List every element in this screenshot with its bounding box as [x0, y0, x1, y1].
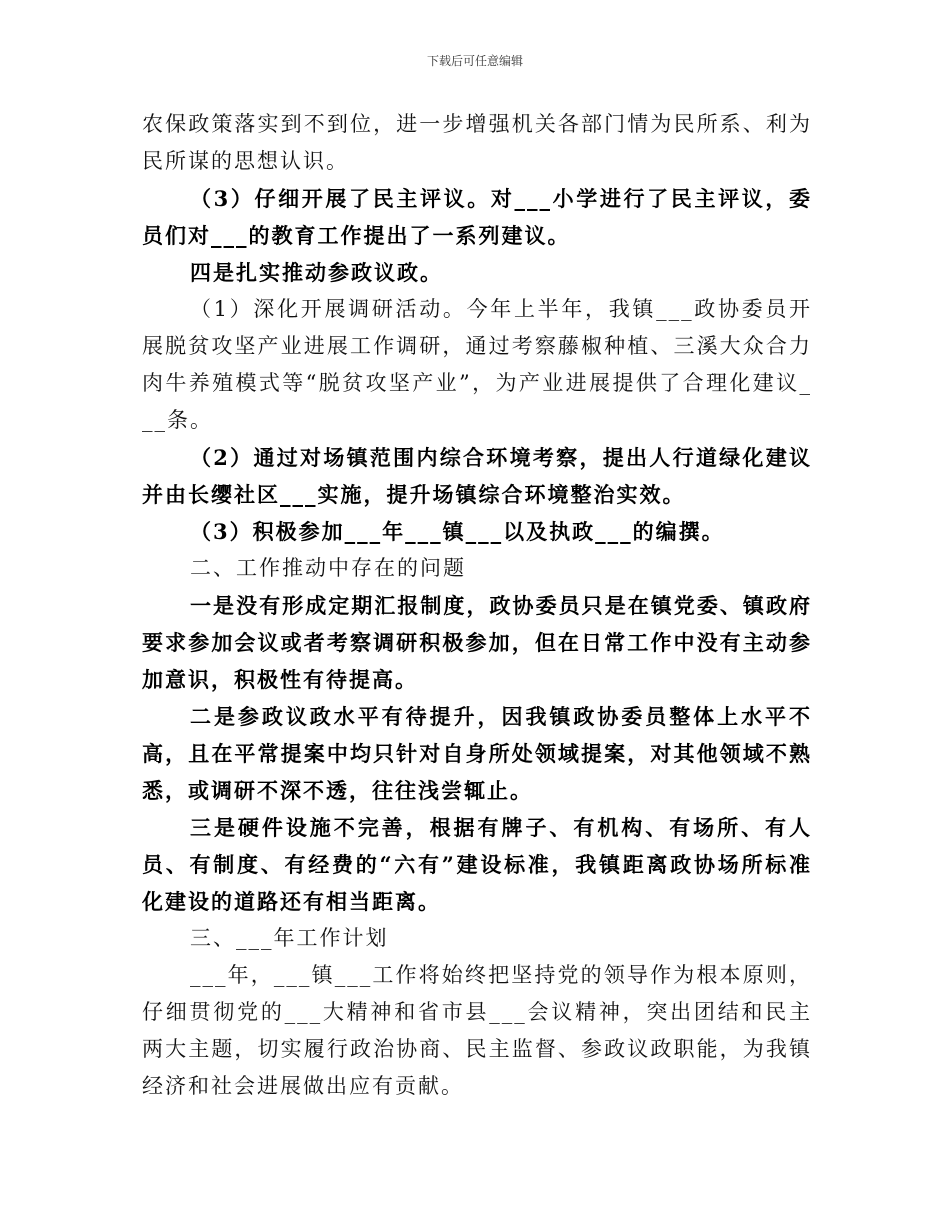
page-header: 下载后可任意编辑 — [426, 54, 523, 68]
paragraph-6: （3）积极参加___年___镇___以及执政___的编撰。 — [190, 519, 725, 544]
paragraph-9: 二是参政议政水平有待提升，因我镇政协委员整体上水平不高，且在平常提案中均只针对自身所处领域提案，对其他领域不熟悉，或调研不深不透，往往浅尝辄止。 — [142, 704, 812, 803]
paragraph-8: 一是没有形成定期汇报制度，政协委员只是在镇党委、镇政府要求参加会议或者考察调研积极参加，但在日常工作中没有主动参加意识，积极性有待提高。 — [142, 593, 812, 692]
document-body — [142, 106, 812, 1105]
paragraph-2: （3）仔细开展了民主评议。对___小学进行了民主评议，委员们对___的教育工作提出了一系列建议。 — [142, 186, 812, 248]
paragraph-12: ___年，___镇___工作将始终把坚持党的领导作为根本原则，仔细贯彻党的___大精神和省市县___会议精神，突出团结和民主两大主题，切实履行政治协商、民主监督、参政议政职能，为我镇经济和社会进展做出应有贡献。 — [142, 963, 812, 1098]
paragraph-3-heading: 四是扎实推动参政议政。 — [190, 260, 443, 285]
paragraph-10: 三是硬件设施不完善，根据有牌子、有机构、有场所、有人员、有制度、有经费的“六有”建设标准，我镇距离政协场所标准化建设的道路还有相当距离。 — [142, 815, 812, 914]
section-heading-plan: 三、___年工作计划 — [190, 926, 389, 950]
paragraph-1: 农保政策落实到不到位，进一步增强机关各部门情为民所系、利为民所谋的思想认识。 — [142, 112, 812, 173]
paragraph-4: （1）深化开展调研活动。今年上半年，我镇___政协委员开展脱贫攻坚产业进展工作调研，通过考察藤椒种植、三溪大众合力肉牛养殖模式等“脱贫攻坚产业”，为产业进展提供了合理化建议___条。 — [142, 297, 812, 432]
paragraph-5: （2）通过对场镇范围内综合环境考察，提出人行道绿化建议并由长缨社区___实施，提升场镇综合环境整治实效。 — [142, 445, 813, 507]
section-heading-problems: 二、工作推动中存在的问题 — [190, 556, 466, 580]
